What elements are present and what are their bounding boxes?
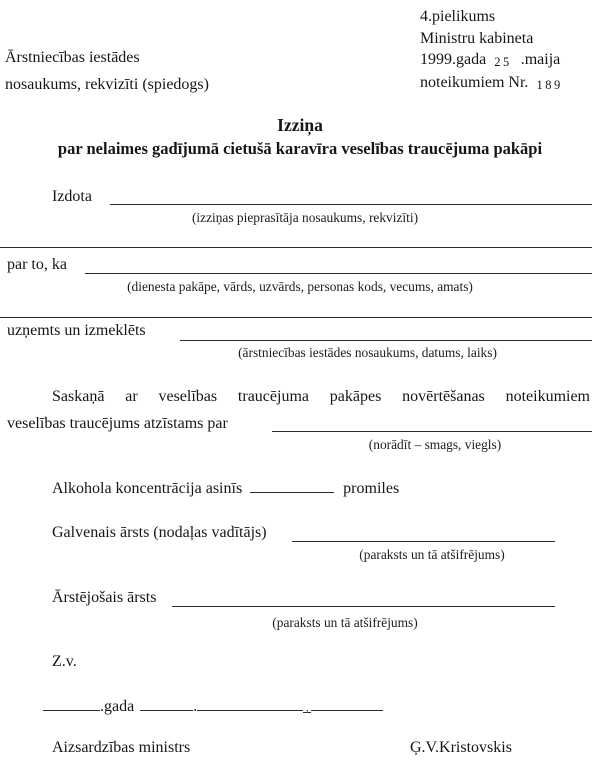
- regulation-date-suffix: .maija: [520, 51, 561, 68]
- uznemts-input-line[interactable]: [180, 340, 592, 341]
- document-subtitle: par nelaimes gadījumā cietušā karavīra veselības traucējuma pakāpi: [57, 139, 543, 158]
- regulation-day-value: 25: [494, 55, 512, 69]
- par-to-ka-caption: (dienesta pakāpe, vārds, uzvārds, personas kods, vecums, amats): [127, 279, 473, 294]
- date-day-input-line[interactable]: [140, 697, 193, 711]
- par-to-ka-input-line[interactable]: [85, 273, 592, 274]
- minister-name-label: Ģ.V.Kristovskis: [410, 739, 512, 756]
- facility-header: [5, 44, 209, 98]
- minister-title-label: Aizsardzības ministrs: [52, 739, 191, 756]
- date-gada-label: .gada: [100, 698, 135, 715]
- arstejosais-signature-line[interactable]: [172, 606, 555, 607]
- regulation-number-prefix: noteikumiem Nr.: [420, 73, 529, 91]
- date-dot-label: .: [193, 698, 198, 715]
- regulation-date-line: [420, 49, 563, 72]
- arstejosais-label: Ārstējošais ārsts: [52, 589, 157, 606]
- izdota-label: Izdota: [52, 188, 92, 205]
- pakape-input-line[interactable]: [272, 431, 592, 432]
- paragraph-line2: veselības traucējums atzīstams par: [7, 415, 228, 432]
- alkohola-unit-label: promiles: [343, 480, 400, 497]
- facility-line1: Ārstniecības iestādes: [5, 49, 140, 66]
- date-extra-input-line[interactable]: [311, 697, 383, 711]
- regulation-date-prefix: 1999.gada: [420, 51, 487, 68]
- date-year-input-line[interactable]: [43, 697, 100, 711]
- facility-line2: nosaukums, rekvizīti (spiedogs): [5, 76, 209, 93]
- izdota-input-line-2[interactable]: [0, 247, 592, 248]
- date-comma-mark: ,: [303, 699, 311, 713]
- alkohola-label: Alkohola koncentrācija asinīs: [52, 480, 243, 497]
- alkohola-row: [52, 479, 399, 498]
- date-row: [43, 697, 383, 716]
- galvenais-signature-line[interactable]: [292, 541, 555, 542]
- paragraph-line1: Saskaņā ar veselības traucējuma pakāpes novērtēšanas noteikumiem: [52, 388, 590, 405]
- galvenais-caption: (paraksts un tā atšifrējums): [359, 547, 505, 562]
- document-title: Izziņa: [277, 115, 323, 135]
- arstejosais-caption: (paraksts un tā atšifrējums): [272, 615, 418, 630]
- alkohola-input-line[interactable]: [250, 479, 334, 493]
- regulation-number-value: 189: [536, 77, 563, 92]
- cabinet-line: Ministru kabineta: [420, 29, 534, 47]
- pakape-caption: (norādīt – smags, viegls): [368, 437, 502, 452]
- izdota-input-line[interactable]: [110, 204, 592, 205]
- zv-label: Z.v.: [52, 653, 77, 670]
- uznemts-label: uzņemts un izmeklēts: [7, 322, 146, 339]
- par-to-ka-label: par to, ka: [7, 256, 67, 273]
- galvenais-label: Galvenais ārsts (nodaļas vadītājs): [52, 524, 267, 541]
- uznemts-caption: (ārstniecības iestādes nosaukums, datums, laiks): [238, 345, 497, 360]
- date-month-input-line[interactable]: [197, 697, 303, 711]
- par-to-ka-input-line-2[interactable]: [0, 317, 592, 318]
- regulation-number-line: [420, 72, 563, 95]
- annex-header: [420, 6, 563, 94]
- annex-number: 4.pielikums: [420, 8, 496, 25]
- izdota-caption: (izziņas pieprasītāja nosaukums, rekvizīti): [191, 210, 419, 225]
